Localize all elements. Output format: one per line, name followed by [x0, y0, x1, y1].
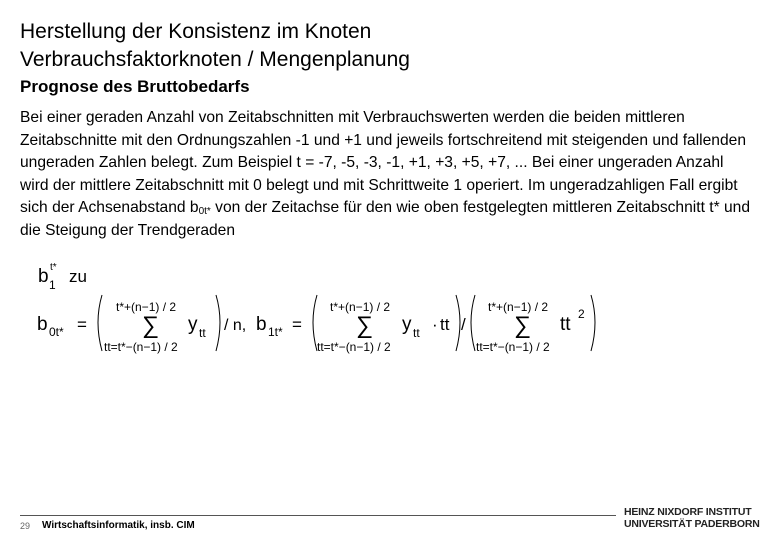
title-line-2: Verbrauchsfaktorknoten / Mengenplanung: [20, 48, 410, 71]
sum3-tt: tt: [560, 314, 571, 335]
sum2-sigma: ∑: [356, 312, 374, 339]
paragraph-subscript: 0t*: [198, 206, 211, 217]
sum1-y: y: [188, 314, 198, 335]
logo-line-1: HEINZ NIXDORF INSTITUT: [624, 506, 752, 518]
sum1-sigma: ∑: [142, 312, 160, 339]
divide-n: / n,: [224, 317, 247, 334]
lhs-sub: 0t*: [49, 325, 64, 339]
formula-svg: [30, 262, 620, 362]
rhs-sub: 1t*: [268, 325, 283, 339]
slide-subtitle: Prognose des Bruttobedarfs: [20, 77, 250, 96]
sum2-y-sub: tt: [413, 326, 420, 340]
sum1-upper: t*+(n−1) / 2: [116, 300, 177, 314]
page-number: 29: [20, 521, 31, 531]
footer-divider: [20, 515, 616, 516]
sum3-lower: tt=t*−(n−1) / 2: [476, 340, 550, 354]
sum1-lower: tt=t*−(n−1) / 2: [104, 340, 178, 354]
footer-text: Wirtschaftsinformatik, insb. CIM: [42, 520, 195, 531]
paragraph-part-2: von der Zeitachse für den wie oben festgelegten mittleren Zeitabschnitt t* und die Steigung der Trendgeraden: [20, 199, 750, 239]
formula-block: [30, 262, 620, 362]
rhs-equals: =: [292, 315, 302, 334]
body-paragraph: [20, 107, 755, 242]
sum2-tt: tt: [440, 315, 450, 334]
divide-slash: /: [461, 315, 466, 334]
intro-b: b: [38, 266, 49, 287]
bracket-2-right: [456, 295, 460, 351]
intro-sup: t*: [50, 262, 57, 273]
lhs-b: b: [37, 314, 48, 335]
lhs-equals: =: [77, 315, 87, 334]
rhs-b: b: [256, 314, 267, 335]
sum3-upper: t*+(n−1) / 2: [488, 300, 549, 314]
bracket-1-right: [216, 295, 220, 351]
sum2-dot: ·: [432, 315, 438, 334]
title-line-1: Herstellung der Konsistenz im Knoten: [20, 20, 372, 43]
bracket-3-right: [591, 295, 595, 351]
sum2-lower: tt=t*−(n−1) / 2: [317, 340, 391, 354]
logo-line-2: UNIVERSITÄT PADERBORN: [624, 518, 760, 530]
bracket-3-left: [471, 295, 475, 351]
sum3-sigma: ∑: [514, 312, 532, 339]
sum1-y-sub: tt: [199, 326, 206, 340]
sum2-upper: t*+(n−1) / 2: [330, 300, 391, 314]
bracket-1-left: [98, 295, 102, 351]
sum2-y: y: [402, 314, 412, 335]
paragraph-part-1: Bei einer geraden Anzahl von Zeitabschnitten mit Verbrauchswerten werden die beiden mittleren Zeitabschnitte mit den Ordnungszahlen -1 und +1 und jeweils fortschreitend mit steigenden und fallenden ungeraden Zahlen belegt. Zum Beispiel t = -7, -5, -3, -1, +1, +3, +5, +7, ... Bei einer ungeraden Anzahl wird der mittlere Zeitabschnitt mit 0 belegt und mit Schrittweite 1 operiert. Im ungeradzahligen Fall ergibt sich der Achsenabstand b: [20, 109, 746, 216]
institute-logo: [624, 506, 764, 536]
sum3-square: 2: [578, 307, 585, 321]
slide-title: [20, 18, 410, 74]
intro-sub: 1: [49, 278, 56, 292]
intro-word: zu: [69, 267, 87, 286]
